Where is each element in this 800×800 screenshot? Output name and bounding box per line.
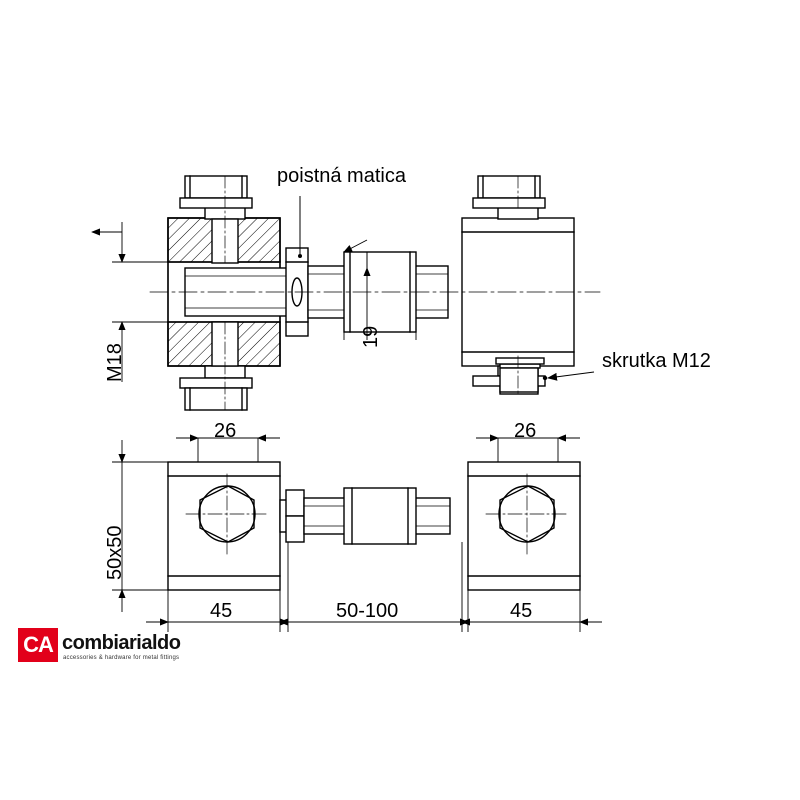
label-lock-nut: poistná matica [277,165,406,187]
brand-tagline: accessories & hardware for metal fittings [63,655,180,661]
label-offset-left-26: 26 [214,420,237,442]
label-screw-m12: skrutka M12 [602,350,711,372]
brand-logo [18,628,208,670]
label-hex-19: 19 [360,325,382,348]
label-width-right-45: 45 [510,600,533,622]
label-width-left-45: 45 [210,600,233,622]
brand-mark: CA [18,628,58,662]
label-m18: M18 [104,343,126,382]
label-range-50-100: 50-100 [336,600,399,622]
label-profile-50x50: 50x50 [104,525,126,580]
leader-screw-m12 [548,372,594,378]
top-section-view [150,176,600,410]
brand-name: combiarialdo [62,632,181,654]
label-offset-right-26: 26 [514,420,537,442]
bottom-elevation-view [168,462,580,590]
